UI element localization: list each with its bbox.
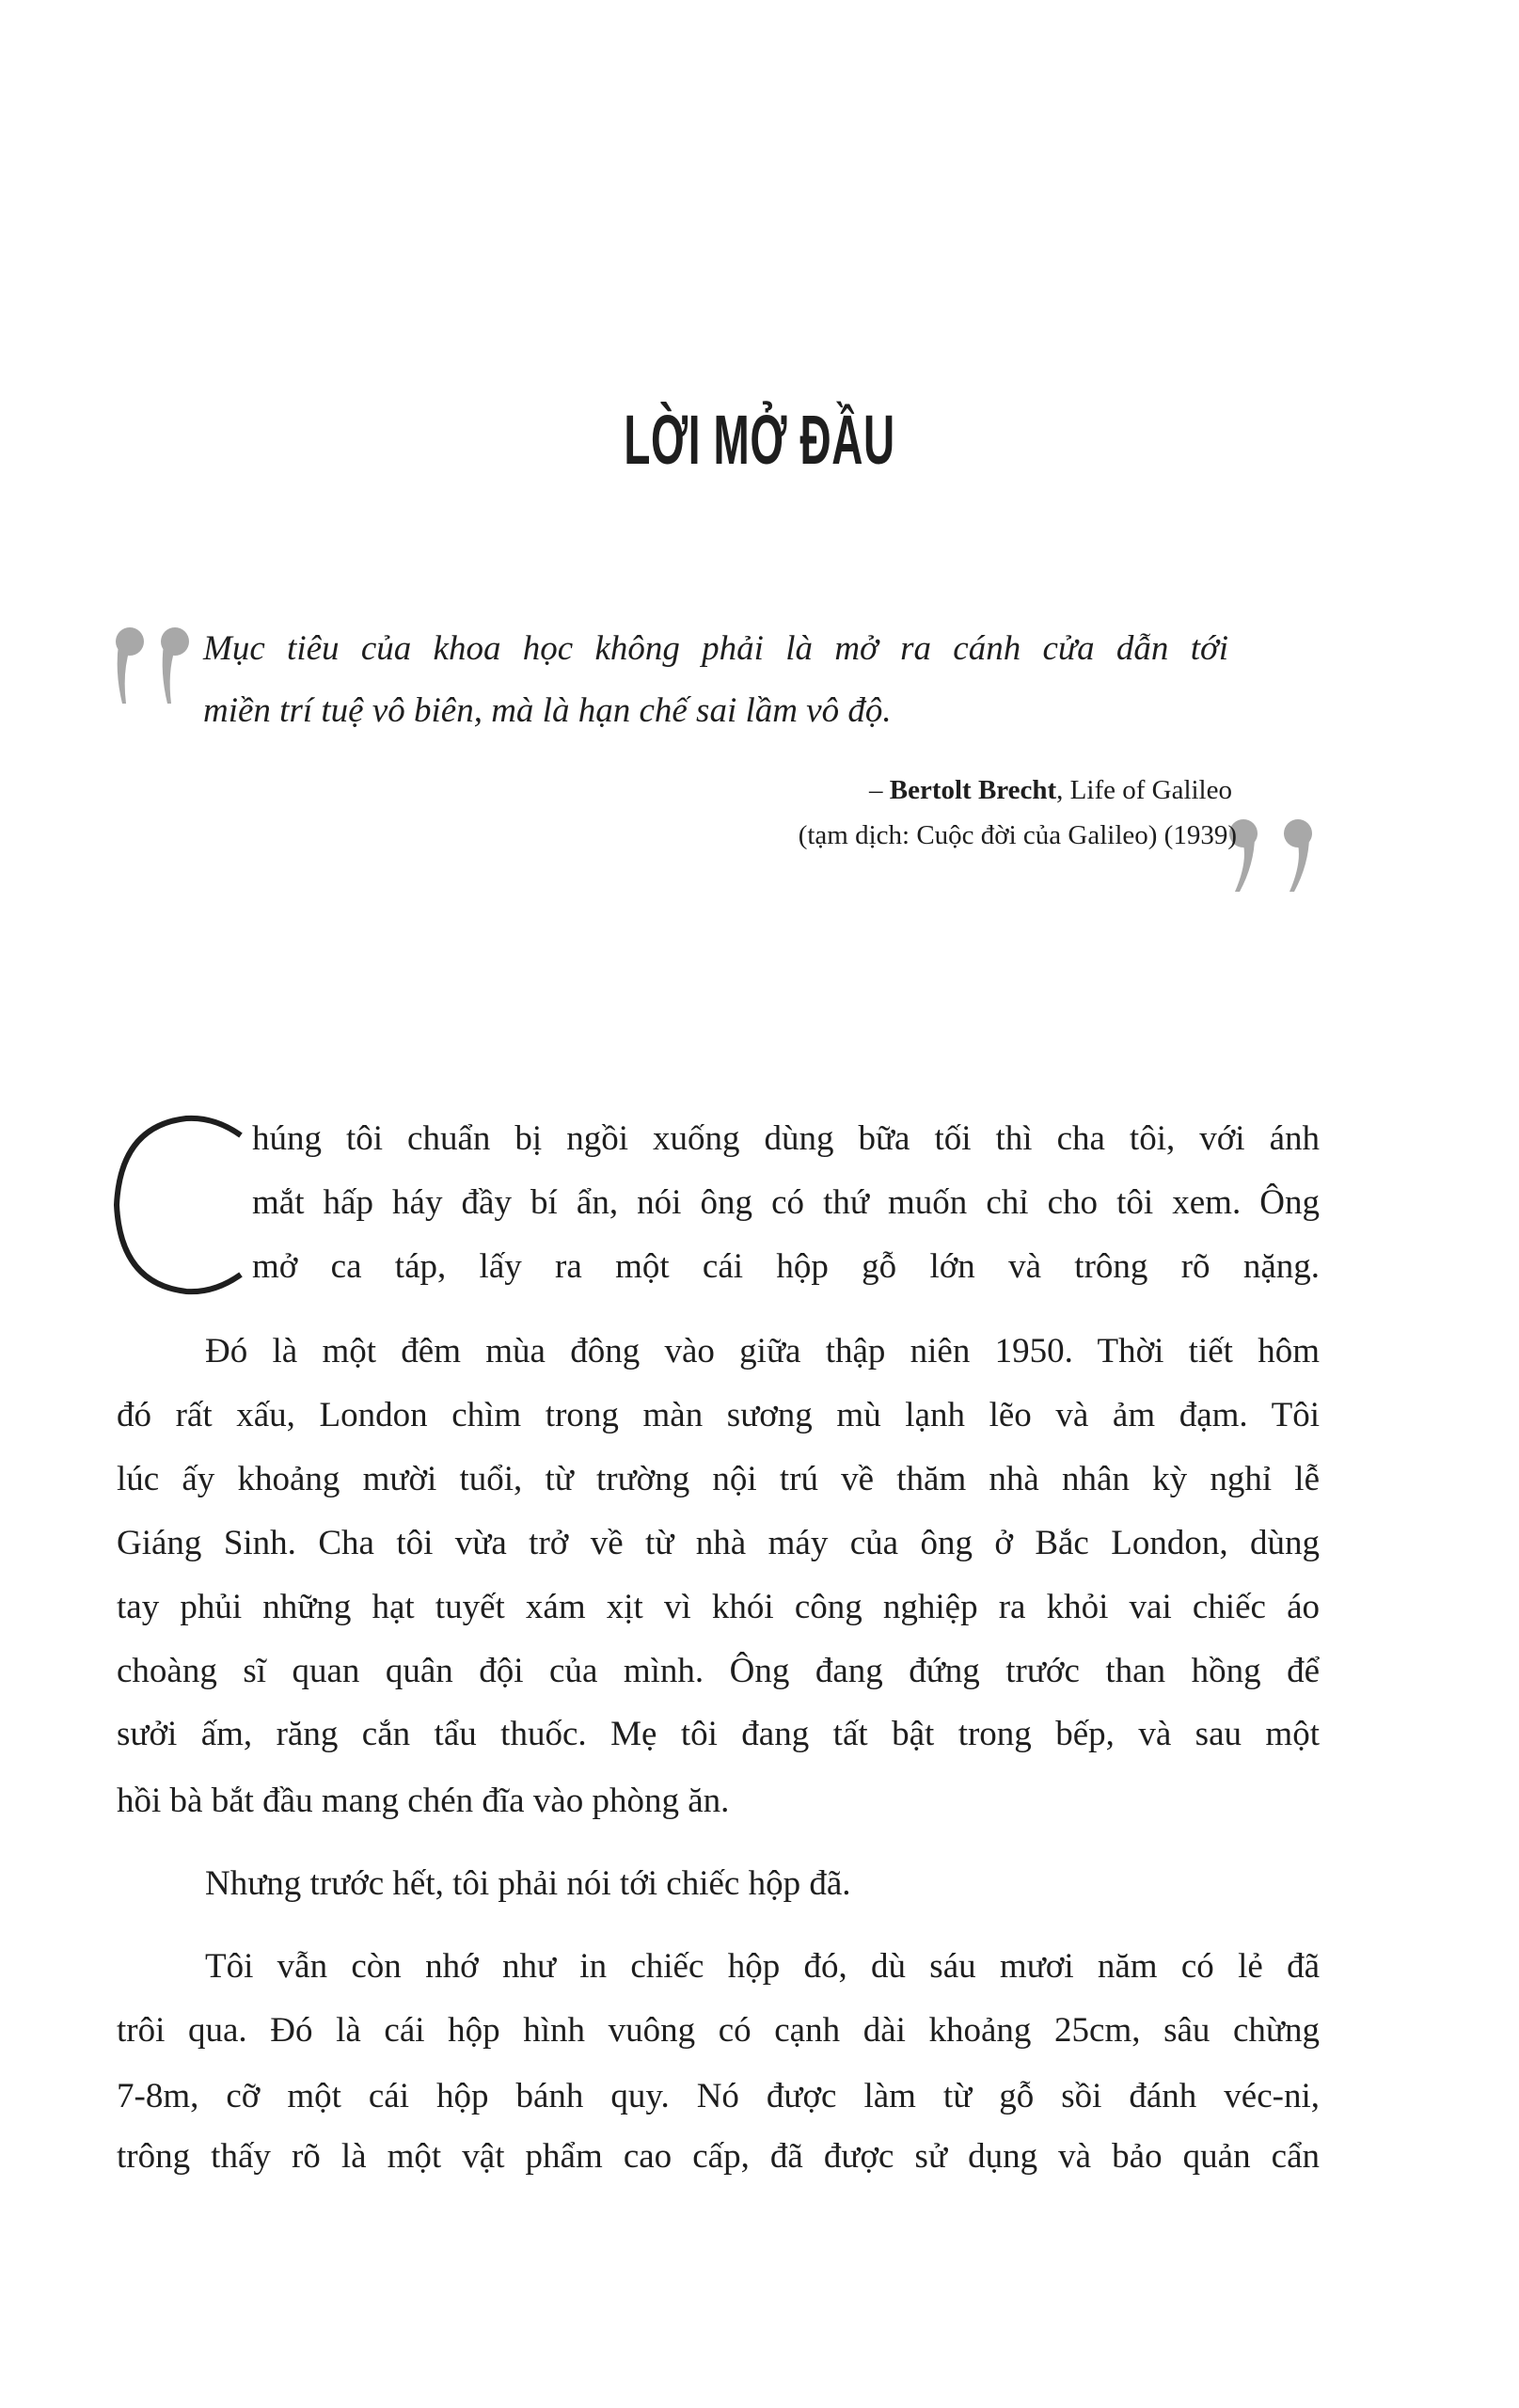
attribution-work: , Life of Galileo <box>1056 775 1232 805</box>
body-line: mắt hấp háy đầy bí ẩn, nói ông có thứ muốn chỉ cho tôi xem. Ông <box>252 1183 1320 1222</box>
body-line: trôi qua. Đó là cái hộp hình vuông có cạnh dài khoảng 25cm, sâu chừng <box>117 2011 1320 2050</box>
chapter-title <box>0 400 1519 480</box>
attribution-dash: – <box>868 775 883 805</box>
body-line: 7-8m, cỡ một cái hộp bánh quy. Nó được làm từ gỗ sồi đánh véc-ni, <box>117 2077 1320 2115</box>
body-line: Tôi vẫn còn nhớ như in chiếc hộp đó, dù sáu mươi năm có lẻ đã <box>205 1947 1320 1986</box>
body-line: Giáng Sinh. Cha tôi vừa trở về từ nhà máy của ông ở Bắc London, dùng <box>117 1524 1320 1562</box>
body-line: tay phủi những hạt tuyết xám xịt vì khói công nghiệp ra khỏi vai chiếc áo <box>117 1588 1320 1626</box>
drop-cap-c <box>111 1102 247 1295</box>
body-line: húng tôi chuẩn bị ngồi xuống dùng bữa tối thì cha tôi, với ánh <box>252 1119 1320 1158</box>
body-line: Đó là một đêm mùa đông vào giữa thập niên 1950. Thời tiết hôm <box>205 1332 1320 1370</box>
epigraph-translation: (tạm dịch: Cuộc đời của Galileo) (1939) <box>798 820 1237 850</box>
body-line: sưởi ấm, răng cắn tẩu thuốc. Mẹ tôi đang tất bật trong bếp, và sau một <box>117 1715 1320 1753</box>
epigraph-line: Mục tiêu của khoa học không phải là mở ra cánh cửa dẫn tới <box>203 629 1228 668</box>
body-line: hồi bà bắt đầu mang chén đĩa vào phòng ăn. <box>117 1782 730 1820</box>
body-line: trông thấy rõ là một vật phẩm cao cấp, đã được sử dụng và bảo quản cẩn <box>117 2137 1320 2176</box>
epigraph-line: miền trí tuệ vô biên, mà là hạn chế sai lầm vô độ. <box>203 691 892 730</box>
body-line: choàng sĩ quan quân đội của mình. Ông đang đứng trước than hồng để <box>117 1652 1320 1690</box>
svg-text:C: C <box>111 1102 121 1118</box>
body-line: Nhưng trước hết, tôi phải nói tới chiếc hộp đã. <box>205 1864 851 1903</box>
open-quote-icon <box>111 621 205 710</box>
body-line: đó rất xấu, London chìm trong màn sương mù lạnh lẽo và ảm đạm. Tôi <box>117 1396 1320 1434</box>
epigraph-attribution <box>869 768 1232 813</box>
attribution-author: Bertolt Brecht <box>889 775 1057 805</box>
chapter-title-text: LỜI MỞ ĐẦU <box>624 401 895 479</box>
body-line: lúc ấy khoảng mười tuổi, từ trường nội trú về thăm nhà nhân kỳ nghỉ lễ <box>117 1460 1320 1498</box>
body-line: mở ca táp, lấy ra một cái hộp gỗ lớn và trông rõ nặng. <box>252 1247 1320 1286</box>
